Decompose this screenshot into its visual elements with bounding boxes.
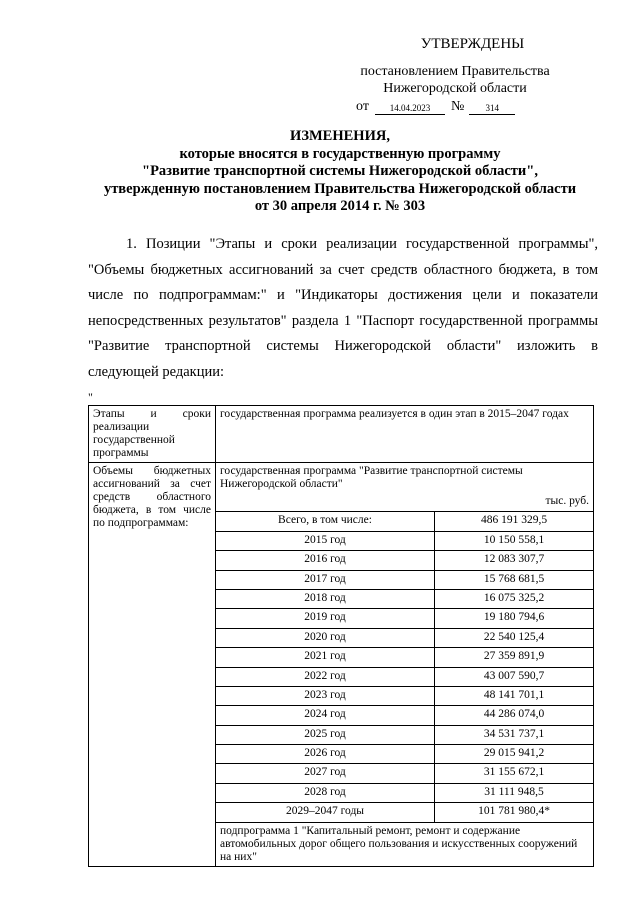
value-cell: 15 768 681,5	[435, 570, 594, 589]
table-row	[216, 531, 593, 550]
value-cell: 44 286 074,0	[435, 706, 594, 725]
table-row	[216, 706, 593, 725]
approval-number-sign: №	[450, 99, 465, 114]
value-cell: 48 141 701,1	[435, 686, 594, 705]
value-cell: 10 150 558,1	[435, 531, 594, 550]
year-cell: 2028 год	[216, 783, 435, 802]
year-cell: 2026 год	[216, 745, 435, 764]
stages-text: государственная программа реализуется в один этап в 2015–2047 годах	[216, 406, 594, 463]
approval-date-row	[356, 98, 580, 115]
year-cell: 2015 год	[216, 531, 435, 550]
body-paragraph	[88, 232, 598, 385]
table-row	[216, 609, 593, 628]
passport-table	[88, 405, 594, 867]
title-line5: от 30 апреля 2014 г. № 303	[254, 198, 426, 214]
year-cell: 2019 год	[216, 609, 435, 628]
year-cell: 2027 год	[216, 764, 435, 783]
year-cell: 2017 год	[216, 570, 435, 589]
value-cell: 486 191 329,5	[435, 512, 594, 531]
program-name: государственная программа "Развитие транспортной системы Нижегородской области"	[220, 465, 523, 490]
title-line4: утвержденную постановлением Правительства Нижегородской области	[103, 180, 577, 197]
year-cell: 2025 год	[216, 725, 435, 744]
table-row	[216, 512, 593, 531]
table-row	[216, 803, 593, 822]
budget-cell	[216, 463, 594, 867]
table-row	[216, 648, 593, 667]
title-line1: ИЗМЕНЕНИЯ,	[290, 128, 390, 144]
value-cell: 31 155 672,1	[435, 764, 594, 783]
table-row	[216, 745, 593, 764]
table-row	[216, 589, 593, 608]
table-row	[216, 725, 593, 744]
title-line2: которые вносятся в государственную программу	[179, 145, 501, 162]
year-cell: Всего, в том числе:	[216, 512, 435, 531]
approval-from: от	[356, 99, 369, 114]
paragraph-text: 1. Позиции "Этапы и сроки реализации государственной программы", "Объемы бюджетных ассигнований за счет средств областного бюджета, в том числе по подпрограммам:" и "Индикаторы достижения цели и показатели непосредственных результатов" раздела 1 "Паспорт государственной программы "Развитие транспортной системы Нижегородской области" изложить в следующей редакции:	[88, 236, 598, 380]
budget-table	[216, 463, 593, 866]
table-row	[216, 822, 593, 866]
value-cell: 19 180 794,6	[435, 609, 594, 628]
budget-label: Объемы бюджетных ассигнований за счет средств областного бюджета, в том числе по подпрограммам:	[89, 463, 216, 867]
table-row	[216, 570, 593, 589]
value-cell: 16 075 325,2	[435, 589, 594, 608]
value-cell: 29 015 941,2	[435, 745, 594, 764]
value-cell: 12 083 307,7	[435, 551, 594, 570]
year-cell: 2021 год	[216, 648, 435, 667]
value-cell: 34 531 737,1	[435, 725, 594, 744]
approval-number: 314	[469, 102, 515, 115]
document-title	[40, 128, 640, 216]
table-row	[89, 406, 594, 463]
year-cell: 2023 год	[216, 686, 435, 705]
table-row	[216, 667, 593, 686]
table-row	[89, 463, 594, 867]
subprogram-text: подпрограмма 1 "Капитальный ремонт, ремонт и содержание автомобильных дорог общего пользования и искусственных сооружений на них"	[216, 822, 593, 866]
approval-line1: постановлением Правительства	[360, 64, 550, 79]
opening-quote: "	[88, 390, 93, 404]
approval-block	[330, 36, 580, 115]
table-row	[216, 783, 593, 802]
year-cell: 2018 год	[216, 589, 435, 608]
value-cell: 101 781 980,4*	[435, 803, 594, 822]
value-cell: 27 359 891,9	[435, 648, 594, 667]
unit-label: тыс. руб.	[216, 491, 593, 512]
table-row	[216, 628, 593, 647]
value-cell: 43 007 590,7	[435, 667, 594, 686]
table-row	[216, 764, 593, 783]
value-cell: 31 111 948,5	[435, 783, 594, 802]
approval-heading: УТВЕРЖДЕНЫ	[420, 36, 525, 52]
year-cell: 2020 год	[216, 628, 435, 647]
table-row	[216, 686, 593, 705]
title-line3: "Развитие транспортной системы Нижегородской области",	[142, 163, 538, 179]
year-cell: 2029–2047 годы	[216, 803, 435, 822]
year-cell: 2016 год	[216, 551, 435, 570]
value-cell: 22 540 125,4	[435, 628, 594, 647]
table-row	[216, 551, 593, 570]
year-cell: 2022 год	[216, 667, 435, 686]
approval-line2: Нижегородской области	[383, 81, 527, 96]
year-cell: 2024 год	[216, 706, 435, 725]
stages-label: Этапы и сроки реализации государственной программы	[89, 406, 216, 463]
approval-date: 14.04.2023	[375, 102, 445, 115]
